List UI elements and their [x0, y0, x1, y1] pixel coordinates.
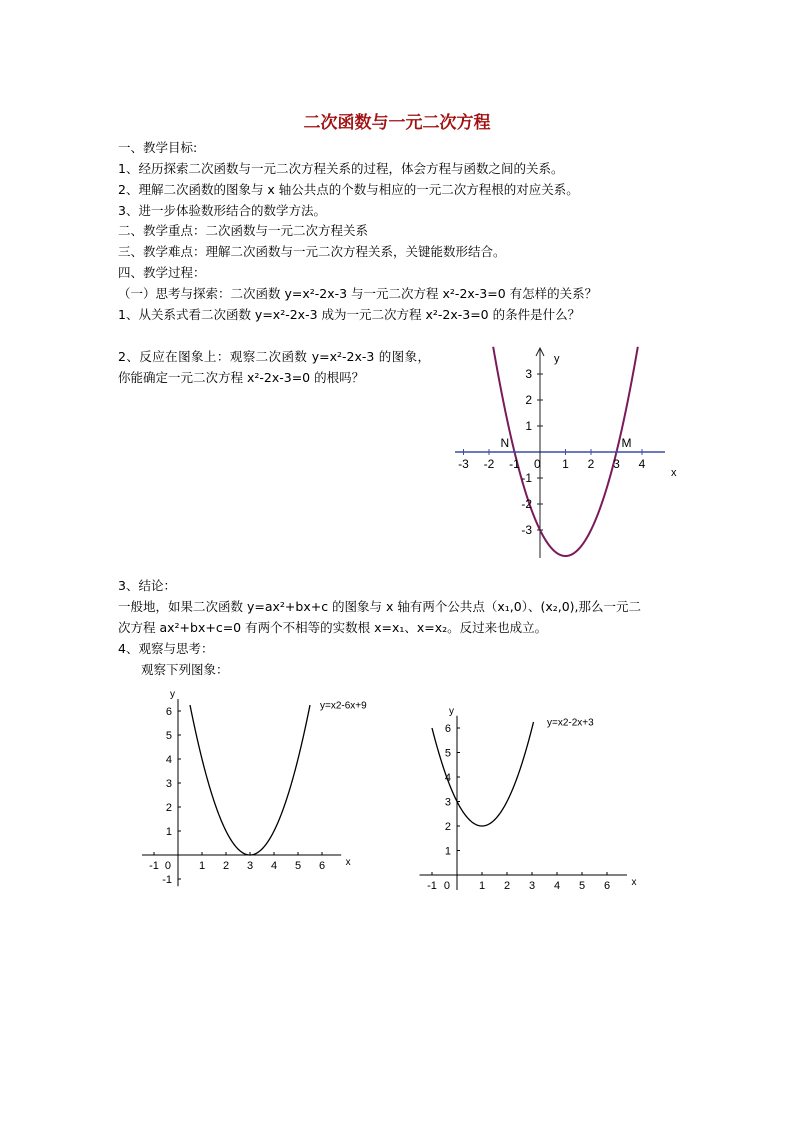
g3-y-tick-label: 1: [444, 845, 451, 858]
process-heading: 四、教学过程：: [118, 265, 206, 280]
graph1-axes: [455, 348, 665, 558]
objective-3: 3、进一步体验数形结合的数学方法。: [118, 203, 326, 218]
graph2-origin-label: 0: [164, 860, 171, 872]
g3-y-tick-label: 6: [444, 723, 451, 735]
conclusion-line-1: 一般地，如果二次函数 y=ax²+bx+c 的图象与 x 轴有两个公共点（x₁,0）、(x₂,0),那么一元二: [118, 599, 642, 614]
graph1-y-tick-label: -1: [521, 471, 532, 485]
graph3-origin-label: 0: [443, 880, 450, 890]
objective-2: 2、理解二次函数的图象与 x 轴公共点的个数与相应的一元二次方程根的对应关系。: [118, 182, 579, 197]
graph1-x-tick-label: 4: [638, 457, 646, 471]
g2-x-tick-label: -1: [149, 860, 159, 872]
graph1-point-m: M: [621, 436, 632, 450]
graph3-equation: y=x2-2x+3: [547, 717, 594, 729]
g3-x-tick-label: 5: [578, 880, 586, 890]
g2-x-tick-label: 3: [246, 860, 254, 872]
key-point: 二、教学重点：二次函数与一元二次方程关系: [118, 223, 369, 238]
g3-y-tick-label: 5: [444, 747, 451, 760]
g2-y-tick-label: 5: [165, 730, 172, 742]
g2-x-tick-label: 5: [294, 860, 302, 872]
page-title: 二次函数与一元二次方程: [303, 113, 491, 133]
g3-x-tick-label: 3: [528, 880, 536, 890]
graph2-y-label: y: [170, 690, 175, 700]
g2-y-tick-label: -1: [162, 874, 172, 886]
section-objectives-heading: 一、教学目标:: [118, 140, 198, 155]
g3-y-tick-label: 3: [444, 796, 451, 809]
observe-instruction: 观察下列图象：: [141, 662, 229, 677]
observe-heading: 4、观察与思考：: [118, 641, 214, 656]
graph-parabola-3: [410, 690, 650, 890]
graph1-y-label: y: [554, 353, 560, 365]
graph-parabola-1: [450, 340, 690, 565]
graph1-x-tick-label: 3: [613, 457, 620, 471]
g2-y-tick-label: 2: [165, 802, 172, 814]
graph1-y-tick-label: -3: [521, 523, 532, 537]
graph1-x-tick-label: 2: [587, 457, 595, 471]
g2-x-tick-label: 2: [222, 860, 230, 872]
g3-x-tick-label: 6: [603, 880, 611, 890]
graph3-x-label: x: [631, 877, 637, 888]
difficult-point: 三、教学难点：理解二次函数与一元二次方程关系，关键能数形结合。: [118, 244, 506, 259]
graph2-curve: [190, 705, 310, 855]
graph3-y-label: y: [449, 705, 454, 717]
g3-y-tick-label: 4: [444, 772, 451, 784]
graph-parabola-2: [135, 690, 375, 890]
g2-y-tick-label: 1: [165, 826, 172, 838]
graph1-point-n: N: [500, 436, 510, 450]
graph1-origin-label: 0: [534, 457, 541, 471]
g3-y-tick-label: 2: [444, 821, 451, 833]
graph2-axes: [142, 699, 341, 886]
graph1-x-tick-label: 1: [562, 457, 569, 471]
g2-x-tick-label: 4: [270, 860, 278, 872]
objective-1: 1、经历探索二次函数与一元二次方程关系的过程，体会方程与函数之间的关系。: [118, 161, 564, 176]
graph2-equation: y=x2-6x+9: [320, 700, 367, 712]
conclusion-line-2: 次方程 ax²+bx+c=0 有两个不相等的实数根 x=x₁、x=x₂。反过来也成立。: [118, 620, 548, 635]
g3-x-tick-label: 1: [478, 880, 486, 890]
graph1-y-tick-label: -2: [521, 497, 532, 511]
g3-x-tick-label: -1: [427, 880, 437, 890]
graph2-x-label: x: [345, 857, 351, 868]
question-2: 2、反应在图象上：观察二次函数 y=x²-2x-3 的图象，你能确定一元二次方程 x²-2x-3=0 的根吗？: [118, 349, 430, 385]
graph1-x-tick-label: -1: [509, 457, 520, 471]
graph1-x-tick-label: -2: [483, 457, 495, 471]
question-1: 1、从关系式看二次函数 y=x²-2x-3 成为一元二次方程 x²-2x-3=0 的条件是什么？: [118, 307, 581, 322]
g2-x-tick-label: 6: [318, 860, 326, 872]
graph2-ticks: [149, 706, 325, 886]
g3-x-tick-label: 2: [503, 880, 511, 890]
graph1-y-tick-label: 1: [525, 419, 532, 433]
g3-x-tick-label: 4: [553, 880, 561, 890]
g2-x-tick-label: 1: [198, 860, 206, 872]
graph1-x-tick-label: -3: [458, 457, 469, 471]
g2-y-tick-label: 3: [165, 778, 172, 790]
g2-y-tick-label: 6: [165, 706, 172, 718]
graph1-x-label: x: [671, 467, 677, 479]
graph3-ticks: [427, 723, 610, 890]
graph1-y-tick-label: 2: [525, 393, 532, 407]
explore-question: （一）思考与探索：二次函数 y=x²-2x-3 与一元二次方程 x²-2x-3=0 有怎样的关系？: [118, 286, 598, 301]
g2-y-tick-label: 4: [165, 754, 172, 766]
conclusion-heading: 3、结论：: [118, 578, 176, 593]
graph1-y-tick-label: 3: [525, 367, 532, 381]
